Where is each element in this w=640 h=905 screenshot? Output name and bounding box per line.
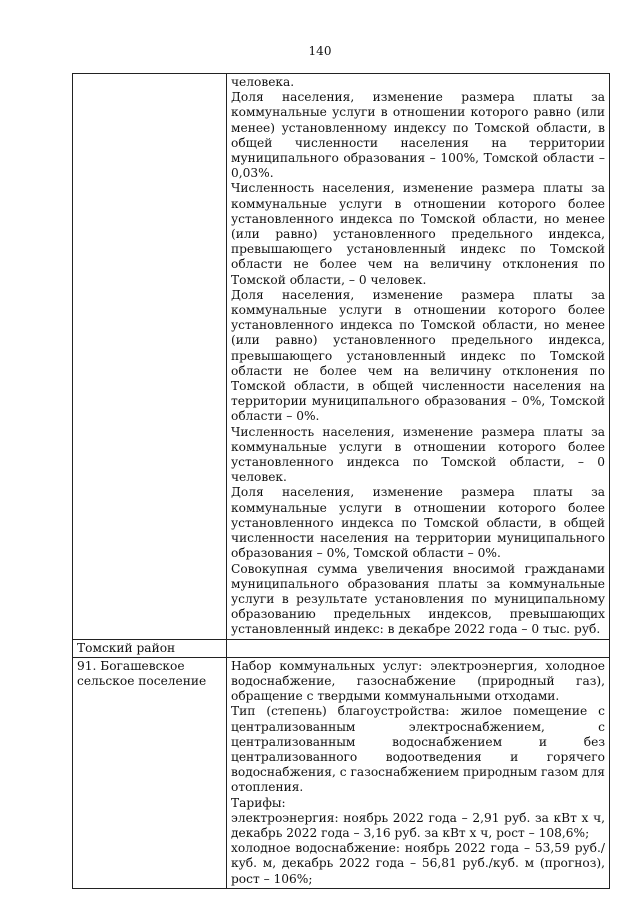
paragraph: холодное водоснабжение: ноябрь 2022 года – 53,59 руб./куб. м, декабрь 2022 года – 56,81 руб./куб. м (прогноз), рост – 106%; xyxy=(231,841,605,886)
paragraph: Тип (степень) благоустройства: жилое помещение с централизованным электроснабжением, с централизованным водоснабжением и без централизованного водоотведения и горячего водоснабжения, с газоснабжением природным газом для отопления. xyxy=(231,704,605,795)
paragraph: Доля населения, изменение размера платы за коммунальные услуги в отношении которого более установленного индекса по Томской области, в общей численности населения на территории муниципального образования – 0%, Томской области – 0%. xyxy=(231,485,605,561)
paragraph: Численность населения, изменение размера платы за коммунальные услуги в отношении которого более установленного индекса по Томской области, но менее (или равно) установленного предельного индекса, превышающего установленный индекс по Томской области не более чем на величину отклонения по Томской области, – 0 человек. xyxy=(231,181,605,287)
table-cell-description xyxy=(227,639,610,657)
paragraph: Тарифы: xyxy=(231,795,286,810)
table-row xyxy=(73,74,610,640)
paragraph: Численность населения, изменение размера платы за коммунальные услуги в отношении которого более установленного индекса по Томской области, – 0 человек. xyxy=(231,424,605,485)
table-cell-municipality xyxy=(73,74,227,640)
municipality-name-line: 91. Богашевское xyxy=(77,658,185,673)
table-row xyxy=(73,639,610,657)
paragraph: Совокупная сумма увеличения вносимой гражданами муниципального образования платы за коммунальные услуги в результате установления по муниципальному образованию предельных индексов, превышающих установленный индекс: в декабре 2022 года – 0 тыс. руб. xyxy=(231,561,605,637)
page-number: 140 xyxy=(308,44,332,58)
district-heading: Томский район xyxy=(73,639,227,657)
table-cell-description xyxy=(227,657,610,888)
paragraph: человека. xyxy=(231,75,295,89)
municipality-name-line: сельское поселение xyxy=(77,673,207,688)
paragraph: электроэнергия: ноябрь 2022 года – 2,91 руб. за кВт х ч, декабрь 2022 года – 3,16 руб. за кВт х ч, рост – 108,6%; xyxy=(231,810,605,840)
paragraph: Набор коммунальных услуг: электроэнергия, холодное водоснабжение, газоснабжение (природный газ), обращение с твердыми коммунальными отходами. xyxy=(231,658,605,704)
paragraph: Доля населения, изменение размера платы за коммунальные услуги в отношении которого равно (или менее) установленному индексу по Томской области, в общей численности населения на территории муниципального образования – 100%, Томской области – 0,03%. xyxy=(231,90,605,181)
table-row xyxy=(73,657,610,888)
document-table xyxy=(72,73,610,889)
paragraph: Доля населения, изменение размера платы за коммунальные услуги в отношении которого более установленного индекса по Томской области, но менее (или равно) установленного предельного индекса, превышающего установленный индекс по Томской области не более чем на величину отклонения по Томской области, в общей численности населения на территории муниципального образования – 0%, Томской области – 0%. xyxy=(231,287,605,424)
table-cell-description xyxy=(227,74,610,640)
table-cell-municipality xyxy=(73,657,227,888)
